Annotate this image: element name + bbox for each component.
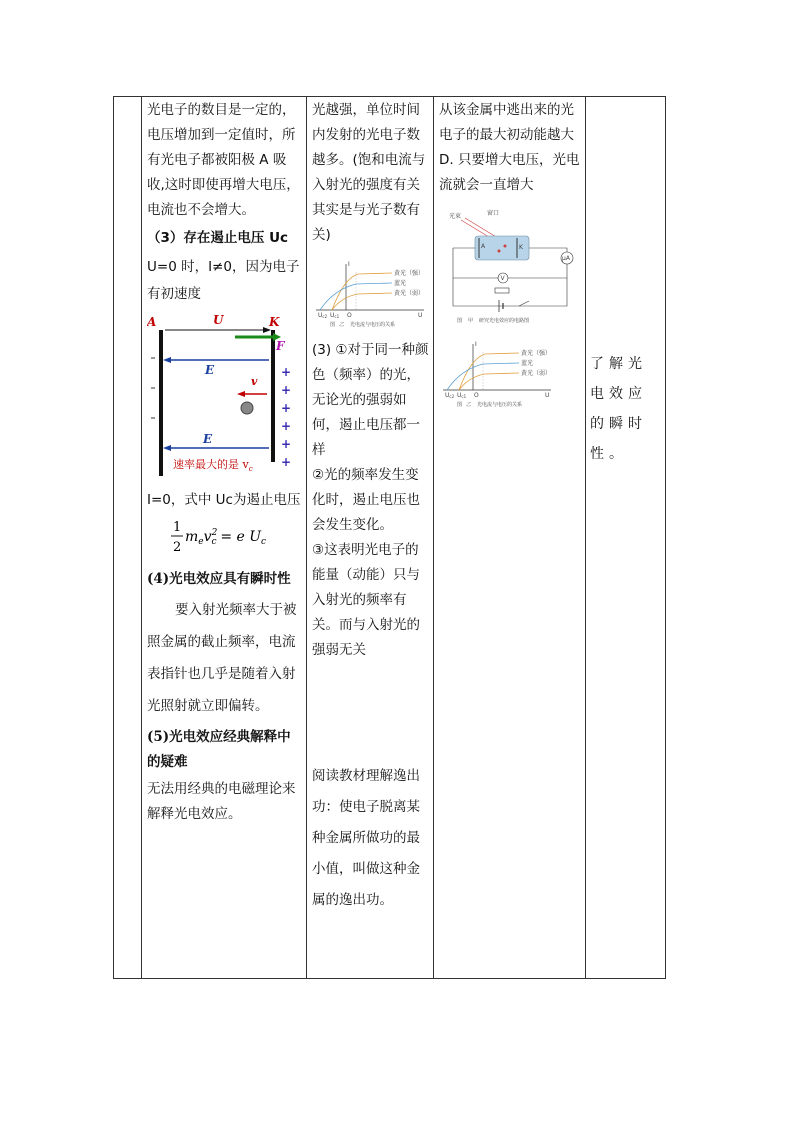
option-c-continuation: 从该金属中逃出来的光电子的最大初动能越大 [439,102,574,143]
plus-sign: + [281,365,292,379]
plus-sign: + [281,401,292,415]
heading-classical-difficulty: (5)光电效应经典解释中的疑难 [147,729,291,770]
curve-yellow-strong [332,273,392,310]
current-voltage-graph [439,338,555,410]
axis-i-label: I [475,341,477,348]
paragraph-intensity: 光越强，单位时间内发射的光电子数越多。(饱和电流与入射光的强度有关其实是与光子数有关) [312,102,426,243]
paragraph-energy-frequency: ③这表明光电子的能量（动能）只与入射光的频率有关。而与入射光的强弱无关 [312,542,420,658]
legend-yellow-weak: 黄光（弱） [521,370,552,377]
legend-yellow-strong: 黄光（强） [521,350,552,357]
legend-yellow-strong: 黄光（强） [394,270,425,277]
formula-body: $m_ev_c2 = e$ $U_c$ [185,528,267,547]
anode-label: A [481,243,486,250]
curve-yellow-weak [459,373,519,390]
plus-sign: + [281,419,292,433]
electron-field-diagram [147,312,297,482]
legend-yellow-weak: 黄光（弱） [394,290,425,297]
paragraph-instantaneous: 要入射光频率大于被照金属的截止频率，电流表指针也几乎是随着入射光照射就立即偏转。 [147,602,297,714]
paragraph-frequency-change: ②光的频率发生变化时，遏止电压也会发生变化。 [312,467,420,533]
uc2-label: Uc2 [445,392,455,399]
field-label-top: E [205,363,215,377]
cathode-label: K [519,244,523,251]
content-cell [439,97,581,410]
axis-u-label: U [545,392,550,399]
current-voltage-graph [312,258,428,330]
electron [241,402,253,414]
content-cell [590,349,664,469]
curve-yellow-weak [332,293,392,310]
uc1-label: Uc1 [330,312,340,319]
fraction-numerator: 1 [173,520,182,535]
axis-u-label: U [418,312,423,319]
rheostat [495,288,509,293]
heading-stopping-voltage: （3）存在遏止电压 Uc [147,230,289,246]
photoelectric-circuit-diagram [439,208,579,326]
plus-sign: + [281,437,292,451]
column-divider [306,97,307,978]
plate-k-label: K [269,315,280,329]
axis-i-label: I [348,261,350,268]
field-label-bottom: E [203,432,213,446]
paragraph-same-color: (3) ①对于同一种颜色（频率）的光，无论光的强弱如何，遏止电压都一样 [312,342,429,458]
window-label: 窗口 [487,210,500,217]
ammeter-label: μA [562,255,570,262]
heading-instantaneous: (4)光电效应具有瞬时性 [147,571,291,587]
paragraph-stopping-voltage-def: I=0，式中 Uc为遏止电压 [147,492,301,508]
graph-caption: 图 乙 光电流与电压的关系 [457,402,523,408]
graph-caption: 图 乙 光电流与电压的关系 [330,322,396,328]
legend-blue: 蓝光 [521,360,534,367]
paragraph-saturation: 光电子的数目是一定的，电压增加到一定值时，所有光电子都被阳极 A 吸收,这时即使再增大电压，电流也不会增大。 [147,102,300,218]
voltage-label: U [213,313,224,327]
content-cell [147,97,303,827]
circuit-caption: 图 甲 研究光电效应的电路图 [457,318,530,324]
curve-yellow-strong [459,353,519,390]
plate-a-label: A [147,315,157,329]
paragraph-initial-velocity: U=0 时，I≠0，因为电子有初速度 [147,259,300,302]
column-divider [141,97,142,978]
lesson-table [113,96,666,979]
velocity-label: v [251,375,258,388]
energy-formula [147,513,297,561]
switch [519,301,529,306]
origin-label: O [474,392,479,399]
fraction-denominator: 2 [173,540,182,555]
legend-blue: 蓝光 [394,280,407,287]
column-divider [433,97,434,978]
paragraph-work-function: 阅读教材理解逸出功：使电子脱离某种金属所做功的最小值，叫做这种金属的逸出功。 [312,768,420,908]
uc1-label: Uc1 [457,392,467,399]
voltmeter-label: V [500,275,505,282]
column-divider [585,97,586,978]
option-d: D. 只要增大电压，光电流就会一直增大 [439,152,580,193]
max-speed-caption: 速率最大的是 $v_c$ [173,458,253,473]
paragraph-classical: 无法用经典的电磁理论来解释光电效应。 [147,781,296,822]
force-label: F [276,339,285,353]
objective-text: 了解光电效应的瞬时性。 [590,356,647,462]
light-beam-label: 光束 [449,213,462,220]
origin-label: O [347,312,352,319]
plus-sign: + [281,383,292,397]
content-cell [312,97,432,916]
uc2-label: Uc2 [318,312,328,319]
plus-sign: + [281,455,292,469]
